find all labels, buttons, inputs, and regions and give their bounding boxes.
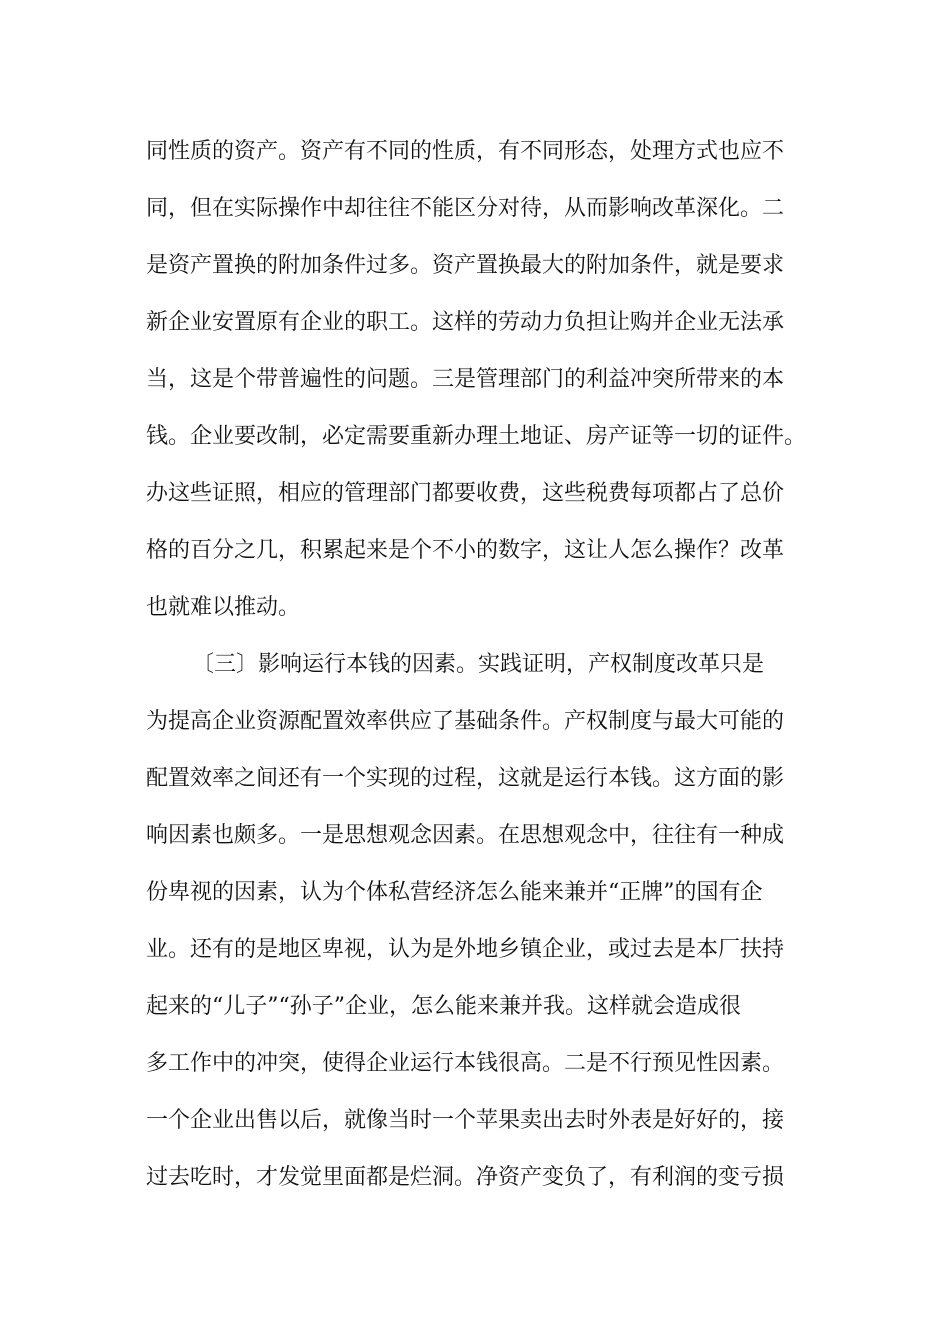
text-line: 钱。企业要改制，必定需要重新办理土地证、房产证等一切的证件。 [146, 424, 807, 449]
text-line: 响因素也颇多。一是思想观念因素。在思想观念中，往往有一种成 [146, 823, 785, 848]
text-line: 份卑视的因素，认为个体私营经济怎么能来兼并“正牌”的国有企 [146, 880, 763, 905]
text-line: 新企业安置原有企业的职工。这样的劳动力负担让购并企业无法承 [146, 310, 785, 335]
text-line: 办这些证照，相应的管理部门都要收费，这些税费每项都占了总价 [146, 481, 785, 506]
text-line: 一个企业出售以后，就像当时一个苹果卖出去时外表是好好的，接 [146, 1108, 785, 1133]
text-line: 多工作中的冲突，使得企业运行本钱很高。二是不行预见性因素。 [146, 1051, 785, 1076]
text-line: 格的百分之几，积累起来是个不小的数字，这让人怎么操作？改革 [146, 538, 785, 563]
text-line: 过去吃时，才发觉里面都是烂洞。净资产变负了，有利润的变亏损 [146, 1165, 785, 1190]
text-line: 同，但在实际操作中却往往不能区分对待，从而影响改革深化。二 [146, 196, 785, 221]
text-line: 同性质的资产。资产有不同的性质，有不同形态，处理方式也应不 [146, 139, 785, 164]
text-line: 也就难以推动。 [146, 595, 301, 620]
text-line: 是资产置换的附加条件过多。资产置换最大的附加条件，就是要求 [146, 253, 785, 278]
text-line: 配置效率之间还有一个实现的过程，这就是运行本钱。这方面的影 [146, 766, 785, 791]
text-line: 业。还有的是地区卑视，认为是外地乡镇企业，或过去是本厂扶持 [146, 937, 785, 962]
text-line: 起来的“儿子”“孙子”企业，怎么能来兼并我。这样就会造成很 [146, 994, 741, 1019]
paragraph-first-line: 〔三〕影响运行本钱的因素。实践证明，产权制度改革只是 [192, 652, 765, 677]
text-line: 为提高企业资源配置效率供应了基础条件。产权制度与最大可能的 [146, 709, 785, 734]
text-line: 当，这是个带普遍性的问题。三是管理部门的利益冲突所带来的本 [146, 367, 785, 392]
